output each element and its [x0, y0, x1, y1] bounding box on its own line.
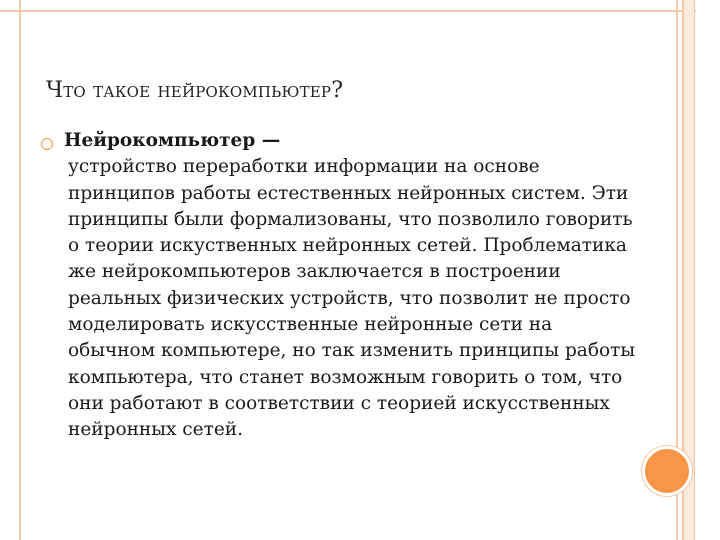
- frame-right-line: [694, 0, 695, 540]
- frame-left-line: [19, 0, 21, 540]
- frame-top-line: [0, 10, 696, 12]
- decorative-circle: [642, 446, 692, 496]
- definition-text: устройство переработки информации на основе принципов работы естественных нейронных систем. Эти принципы были формализованы, что позволило говорить о теории искуственных нейронных сетей. Проблематика же нейрокомпьютеров заключается в построении реальных физических устройств, что позволит не просто моделировать искусственные нейронные сети на обычном компьютере, но так изменить принципы работы компьютера, что станет возможным говорить о том, что они работают в соответствии с теорией искусственных нейронных сетей.: [68, 156, 636, 441]
- slide-body: [64, 128, 639, 444]
- term-label: Нейрокомпьютер —: [64, 130, 281, 151]
- bullet-icon: [41, 138, 53, 150]
- slide-title: Что такое нейрокомпьютер?: [46, 78, 344, 103]
